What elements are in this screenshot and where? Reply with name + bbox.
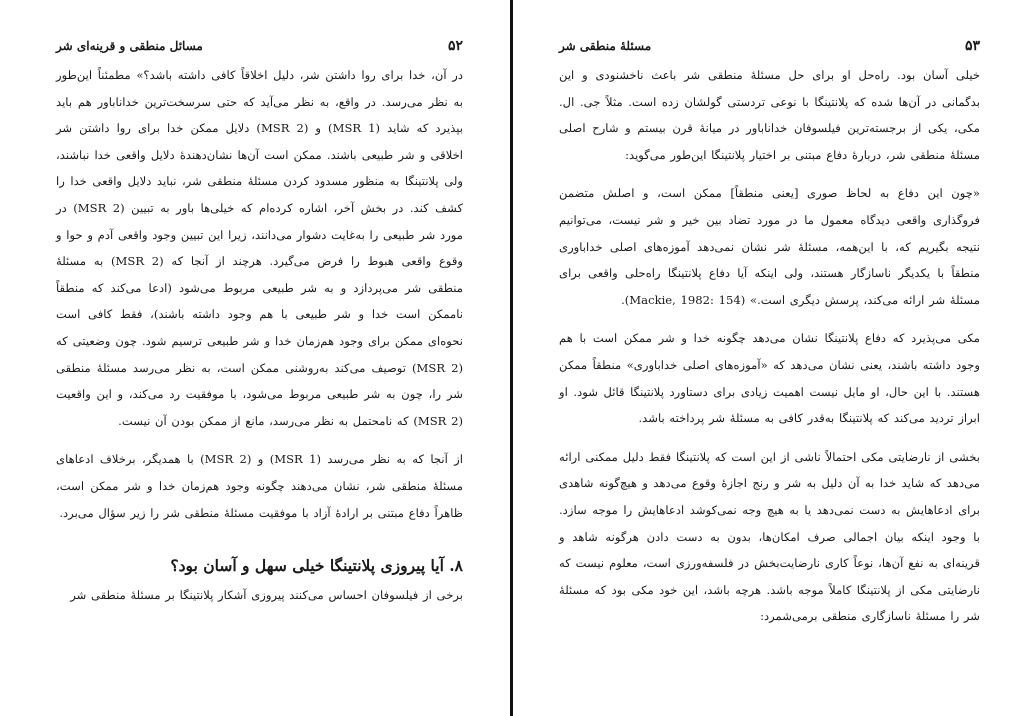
right-running-title: مسئلهٔ منطقی شر <box>559 39 652 53</box>
right-paragraph-3: مکی می‌پذیرد که دفاع پلانتینگا نشان می‌دهد چگونه خدا و شر ممکن است با هم وجود داشته باشند، یعنی نشان می‌دهد که «آموزه‌های اصلی خداباوری» منطقاً ممکن هستند. با این حال، او مایل نیست اهمیت زیادی برای دستاورد پلانتینگا قائل شود. او ابراز تردید می‌کند که پلانتینگا به‌قدر کافی به مسئلهٔ شر پرداخته باشد. <box>559 331 980 426</box>
section-heading: ۸. آیا پیروزی پلانتینگا خیلی سهل و آسان بود؟ <box>170 556 463 576</box>
right-paragraph-1: خیلی آسان بود. راه‌حل او برای حل مسئلهٔ منطقی شر باعث ناخشنودی و این بدگمانی در آن‌ها شده که پلانتینگا با نوعی تردستی گولشان زده است. مثلاً جی. ال. مکی، یکی از برجسته‌ترین فیلسوفان خداناباور در میانهٔ قرن بیستم و شارح اصلی مسئلهٔ منطقی شر، دربارهٔ دفاع مبتنی بر اختیار پلانتینگا این‌طور می‌گوید: <box>559 68 980 162</box>
left-page-header <box>56 38 463 58</box>
left-page <box>0 0 511 716</box>
left-paragraph-2: از آنجا که به نظر می‌رسد (MSR 1) و (MSR 2) با همدیگر، برخلاف ادعاهای مسئلهٔ منطقی شر، نشان می‌دهند چگونه وجود هم‌زمان خدا و شر ممکن است، ظاهراً دفاع مبتنی بر ارادهٔ آزاد با موفقیت مسئلهٔ منطقی شر را زیر سؤال می‌برد. <box>56 452 463 520</box>
right-page-number: ۵۳ <box>964 38 980 54</box>
right-quote-block: «چون این دفاع به لحاظ صوری [یعنی منطقاً] ممکن است، و اصلش متضمن فروگذاری واقعی دیدگاه معمول ما در مورد تضاد بین خیر و شر نیست، می‌توانیم نتیجه بگیریم که، با این‌همه، مسئلهٔ شر نشان نمی‌دهد آموزه‌های اصلی خداباوری منطقاً با یکدیگر ناسازگار هستند، ولی اینکه آیا دفاع پلانتینگا راه‌حلی واقعی برای مسئلهٔ شر ارائه می‌کند، پرسش دیگری است.» (Mackie, 1982: 154). <box>559 186 980 307</box>
left-page-number: ۵۲ <box>447 38 463 54</box>
right-page <box>513 0 1024 716</box>
left-running-title: مسائل منطقی و قرینه‌ای شر <box>56 39 203 53</box>
left-paragraph-1: در آن، خدا برای روا داشتن شر، دلیل اخلاقاً کافی داشته باشد؟» مطمئناً این‌طور به نظر می‌رسد. در واقع، به نظر می‌آید که حتی سرسخت‌ترین خداناباور هم باید بپذیرد که شاید (MSR 1) و (MSR 2) دلایل ممکن خدا برای روا داشتن شر اخلاقی و شر طبیعی باشند. ممکن است آن‌ها نشان‌دهندهٔ دلایل واقعی خدا نباشند، ولی پلانتینگا به منظور مسدود کردن مسئلهٔ منطقی شر، نباید دلایل واقعی خدا را کشف کند. در بخش آخر، اشاره کرده‌ام که خیلی‌ها باور به تبیین (MSR 2) در مورد شر طبیعی را به‌غایت دشوار می‌دانند، زیرا این تبیین وجود واقعی آدم و حوا و وقوع واقعی هبوط را فرض می‌گیرد. هرچند از آنجا که (MSR 2) به مسئلهٔ منطقی شر می‌پردازد و به شر طبیعی مربوط می‌شود (ادعا می‌کند که منطقاً ناممکن است خدا و شر طبیعی با هم وجود داشته باشند)، فقط کافی است نحوه‌ای ممکن برای وجود هم‌زمان خدا و شر طبیعی ترسیم شود. چون وضعیتی که (MSR 2) توصیف می‌کند به‌روشنی ممکن است، به نظر می‌رسد مسئلهٔ منطقی شر را، چون به شر طبیعی مربوط می‌شود، با موفقیت رد می‌کند، و این واقعیت (MSR 2) که نامحتمل به نظر می‌رسد، مانع از ممکن بودن آن نیست. <box>56 68 464 428</box>
left-closing-line: برخی از فیلسوفان احساس می‌کنند پیروزی آشکار پلانتینگا بر مسئلهٔ منطقی شر <box>70 588 463 603</box>
right-page-header <box>559 38 980 58</box>
right-paragraph-4: بخشی از نارضایتی مکی احتمالاً ناشی از این است که پلانتینگا فقط دلیل ممکنی ارائه می‌دهد که شاید خدا به آن دلیل به شر و رنج اجازهٔ وقوع می‌دهد و هیچ‌گونه شاهدی برای ادعاهایش به دست نمی‌دهد یا به هیچ وجه نمی‌کوشد ادعاهایش را موجه سازد. با وجود اینکه بیان اجمالی صرف امکان‌ها، بدون به دست دادن هرگونه شاهد و قرینه‌ای به نفع آن‌ها، نوعاً کاری نارضایت‌بخش در فلسفه‌ورزی است، معلوم نیست که نارضایتی مکی از پلانتینگا کاملاً موجه باشد. هرچه باشد، این خود مکی بود که مسئلهٔ شر را مسئلهٔ ناسازگاری منطقی برمی‌شمرد: <box>559 449 980 624</box>
